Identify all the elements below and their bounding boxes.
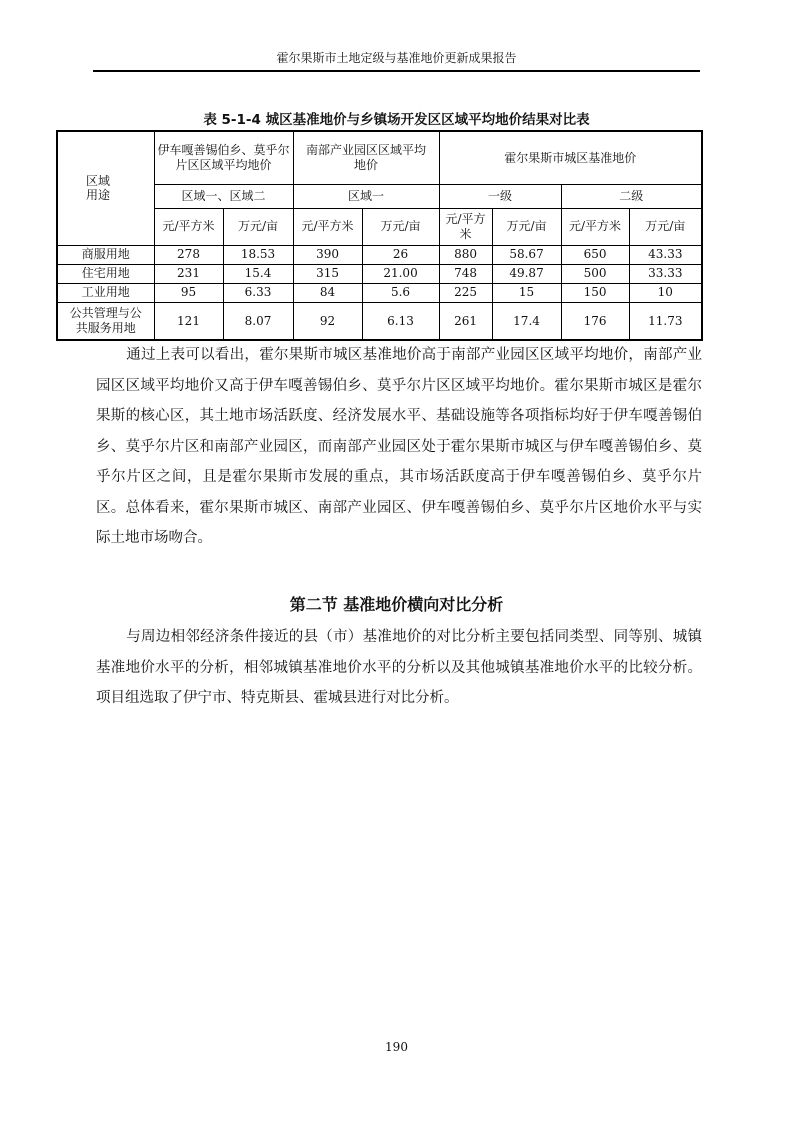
group-header: 南部产业园区区域平均地价 <box>293 131 439 184</box>
table-cell: 880 <box>439 245 492 264</box>
table-cell: 33.33 <box>629 264 702 283</box>
analysis-paragraph <box>96 340 702 554</box>
table-cell: 315 <box>293 264 362 283</box>
land-use-label: 工业用地 <box>57 283 154 302</box>
sub-header: 二级 <box>561 184 702 208</box>
table-cell: 748 <box>439 264 492 283</box>
group-header: 伊车嘎善锡伯乡、莫乎尔片区区域平均地价 <box>154 131 293 184</box>
header-rule <box>93 70 700 72</box>
page-number: 190 <box>385 1040 408 1054</box>
table-cell: 10 <box>629 283 702 302</box>
table-cell: 176 <box>561 302 629 340</box>
table-cell: 500 <box>561 264 629 283</box>
unit-header: 元/平方米 <box>154 208 223 245</box>
table-cell: 5.6 <box>362 283 439 302</box>
table-cell: 6.33 <box>223 283 293 302</box>
table-row <box>57 302 702 340</box>
table-cell: 26 <box>362 245 439 264</box>
table-cell: 261 <box>439 302 492 340</box>
table-cell: 278 <box>154 245 223 264</box>
report-header-title: 霍尔果斯市土地定级与基准地价更新成果报告 <box>276 51 517 65</box>
unit-header: 万元/亩 <box>492 208 561 245</box>
table-cell: 49.87 <box>492 264 561 283</box>
table-title: 表 5-1-4 城区基准地价与乡镇场开发区区域平均地价结果对比表 <box>203 112 590 128</box>
table-cell: 231 <box>154 264 223 283</box>
table-cell: 18.53 <box>223 245 293 264</box>
table-cell: 17.4 <box>492 302 561 340</box>
section-title: 第二节 基准地价横向对比分析 <box>289 595 504 614</box>
table-cell: 43.33 <box>629 245 702 264</box>
sub-header: 区域一 <box>293 184 439 208</box>
table-cell: 390 <box>293 245 362 264</box>
land-price-comparison-table <box>56 130 703 341</box>
table-cell: 6.13 <box>362 302 439 340</box>
unit-header: 元/平方米 <box>561 208 629 245</box>
corner-region-label: 区域 <box>86 173 111 188</box>
land-use-label: 商服用地 <box>57 245 154 264</box>
table-cell: 121 <box>154 302 223 340</box>
table-cell: 58.67 <box>492 245 561 264</box>
comparison-intro-paragraph <box>96 622 702 714</box>
corner-use-label: 用途 <box>86 188 111 203</box>
table-row <box>57 245 702 264</box>
table-row <box>57 264 702 283</box>
sub-header: 区域一、区域二 <box>154 184 293 208</box>
unit-header: 万元/亩 <box>629 208 702 245</box>
table-cell: 84 <box>293 283 362 302</box>
sub-header: 一级 <box>439 184 561 208</box>
land-use-label: 住宅用地 <box>57 264 154 283</box>
table-row <box>57 283 702 302</box>
group-header: 霍尔果斯市城区基准地价 <box>439 131 702 184</box>
analysis-paragraph-text: 通过上表可以看出，霍尔果斯市城区基准地价高于南部产业园区区域平均地价，南部产业园区区域平均地价又高于伊车嘎善锡伯乡、莫乎尔片区区域平均地价。霍尔果斯市城区是霍尔果斯的核心区，其土地市场活跃度、经济发展水平、基础设施等各项指标均好于伊车嘎善锡伯乡、莫乎尔片区和南部产业园区，而南部产业园区处于霍尔果斯市城区与伊车嘎善锡伯乡、莫乎尔片区之间，且是霍尔果斯市发展的重点，其市场活跃度高于伊车嘎善锡伯乡、莫乎尔片区。总体看来，霍尔果斯市城区、南部产业园区、伊车嘎善锡伯乡、莫乎尔片区地价水平与实际土地市场吻合。 <box>96 347 702 546</box>
unit-header: 元/平方米 <box>293 208 362 245</box>
table-cell: 650 <box>561 245 629 264</box>
unit-header: 万元/亩 <box>362 208 439 245</box>
land-use-label: 公共管理与公共服务用地 <box>57 302 154 340</box>
unit-header: 万元/亩 <box>223 208 293 245</box>
table-cell: 21.00 <box>362 264 439 283</box>
table-cell: 225 <box>439 283 492 302</box>
table-cell: 8.07 <box>223 302 293 340</box>
table-cell: 92 <box>293 302 362 340</box>
table-cell: 95 <box>154 283 223 302</box>
table-cell: 11.73 <box>629 302 702 340</box>
table-corner-header <box>57 131 154 245</box>
unit-header: 元/平方米 <box>439 208 492 245</box>
table-cell: 15 <box>492 283 561 302</box>
table-cell: 15.4 <box>223 264 293 283</box>
comparison-intro-text: 与周边相邻经济条件接近的县（市）基准地价的对比分析主要包括同类型、同等别、城镇基准地价水平的分析，相邻城镇基准地价水平的分析以及其他城镇基准地价水平的比较分析。项目组选取了伊宁市、特克斯县、霍城县进行对比分析。 <box>96 629 702 706</box>
table-cell: 150 <box>561 283 629 302</box>
